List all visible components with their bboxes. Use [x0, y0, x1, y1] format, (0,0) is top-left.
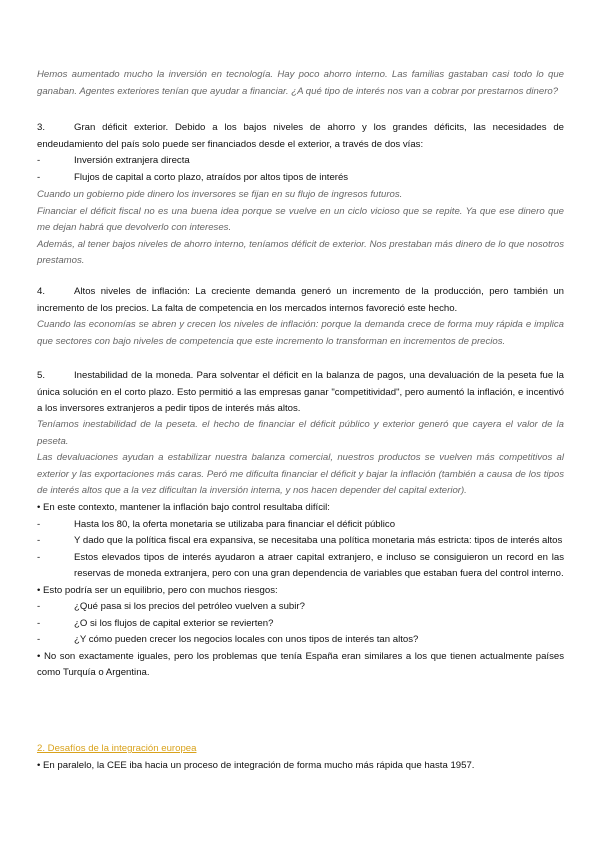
list-item: - Hasta los 80, la oferta monetaria se utilizaba para financiar el déficit público	[37, 518, 396, 530]
list-item: - ¿Y cómo pueden crecer los negocios locales con unos tipos de interés tan altos?	[37, 634, 419, 645]
item-3-text: Gran déficit exterior. Debido a los bajos niveles de ahorro y los grandes déficits, las necesidades de endeudamiento del país solo puede ser financiados desde el exterior, a través de dos vías:	[37, 122, 564, 150]
item-3-bullets	[37, 153, 564, 186]
list-item: - Y dado que la política fiscal era expansiva, se necesitaba una política monetaria más estricta: tipos de interés altos	[37, 535, 563, 546]
item-3-paragraph	[37, 120, 564, 153]
item-4-number: 4.	[37, 286, 46, 297]
note-line: Las devaluaciones ayudan a estabilizar nuestra balanza comercial, nuestros productos se vuelven más competitivos al exterior y las exportaciones más caras. Peró me dificulta financiar el déficit y bajar la inflación (también a causa de los tipos de interés altos que a la vez dificultan la inversión interna, y nos hacen depender del capital exterior).	[37, 452, 564, 496]
item-4-paragraph	[37, 284, 564, 317]
list-item: - ¿O si los flujos de capital exterior se revierten?	[37, 617, 274, 629]
comparison-text: • No son exactamente iguales, pero los problemas que tenía España eran similares a los que tienen actualmente países como Turquía o Argentina.	[37, 650, 564, 678]
note-line: Teníamos inestabilidad de la peseta. el hecho de financiar el déficit público y exterior generó que cayera el valor de la peseta.	[37, 419, 564, 447]
item-5-paragraph	[37, 368, 564, 418]
item-4-note: Cuando las economías se abren y crecen los niveles de inflación: porque la demanda crece de forma muy rápida e implica que sectores con bajo niveles de competencia que este incremento lo transforman en incrementos de precios.	[37, 319, 564, 347]
item-5-number: 5.	[37, 370, 46, 381]
section-2	[37, 741, 564, 774]
note-line: Financiar el déficit fiscal no es una buena idea porque se vuelve en un ciclo vicioso que se repite. Ya que ese dinero que me dejan habrá que devolverlo con intereses.	[37, 205, 564, 233]
list-item: - Estos elevados tipos de interés ayudaron a atraer capital extranjero, e incluso se consiguieron un record en las reservas de moneda extranjera, pero con una gran dependencia de variables que estaban fuera del control interno.	[37, 551, 564, 579]
context-block	[37, 500, 564, 682]
section-2-heading: 2. Desafíos de la integración europea	[37, 743, 197, 754]
list-item: - Flujos de capital a corto plazo, atraídos por altos tipos de interés	[37, 171, 349, 183]
item-5-text: Inestabilidad de la moneda. Para solventar el déficit en la balanza de pagos, una devaluación de la peseta fue la única solución en el corto plazo. Esto permitió a las empresas ganar "competitividad", pero aumentó la inflación, e incentivó a los inversores extranjeros a pedir tipos de interés más altos.	[37, 370, 564, 414]
section-2-text: • En paralelo, la CEE iba hacia un proceso de integración de forma mucho más rápida que hasta 1957.	[37, 759, 475, 771]
list-item: - ¿Qué pasa si los precios del petróleo vuelven a subir?	[37, 601, 305, 612]
list-item: - Inversión extranjera directa	[37, 155, 190, 166]
note-line: Además, al tener bajos niveles de ahorro interno, teníamos déficit de exterior. Nos prestaban más dinero de lo que nosotros prestamos.	[37, 238, 564, 266]
item-3-number: 3.	[37, 122, 46, 133]
item-4-text: Altos niveles de inflación: La creciente demanda generó un incremento de la producción, pero también un incremento de los precios. La falta de competencia en los mercados internos favoreció este hecho.	[37, 286, 564, 314]
note-line: Cuando un gobierno pide dinero los inversores se fijan en su flujo de ingresos futuros.	[37, 189, 403, 200]
intro-note: Hemos aumentado mucho la inversión en tecnología. Hay poco ahorro interno. Las familias gastaban casi todo lo que ganaban. Agentes exteriores tenían que ayudar a financiar. ¿A qué tipo de interés nos van a cobrar por prestarnos dinero?	[37, 69, 564, 97]
context-lead: • En este contexto, mantener la inflación bajo control resultaba difícil:	[37, 502, 330, 513]
item-3-notes	[37, 187, 564, 270]
risks-lead: • Esto podría ser un equilibrio, pero con muchos riesgos:	[37, 584, 278, 596]
item-5-notes	[37, 417, 564, 500]
